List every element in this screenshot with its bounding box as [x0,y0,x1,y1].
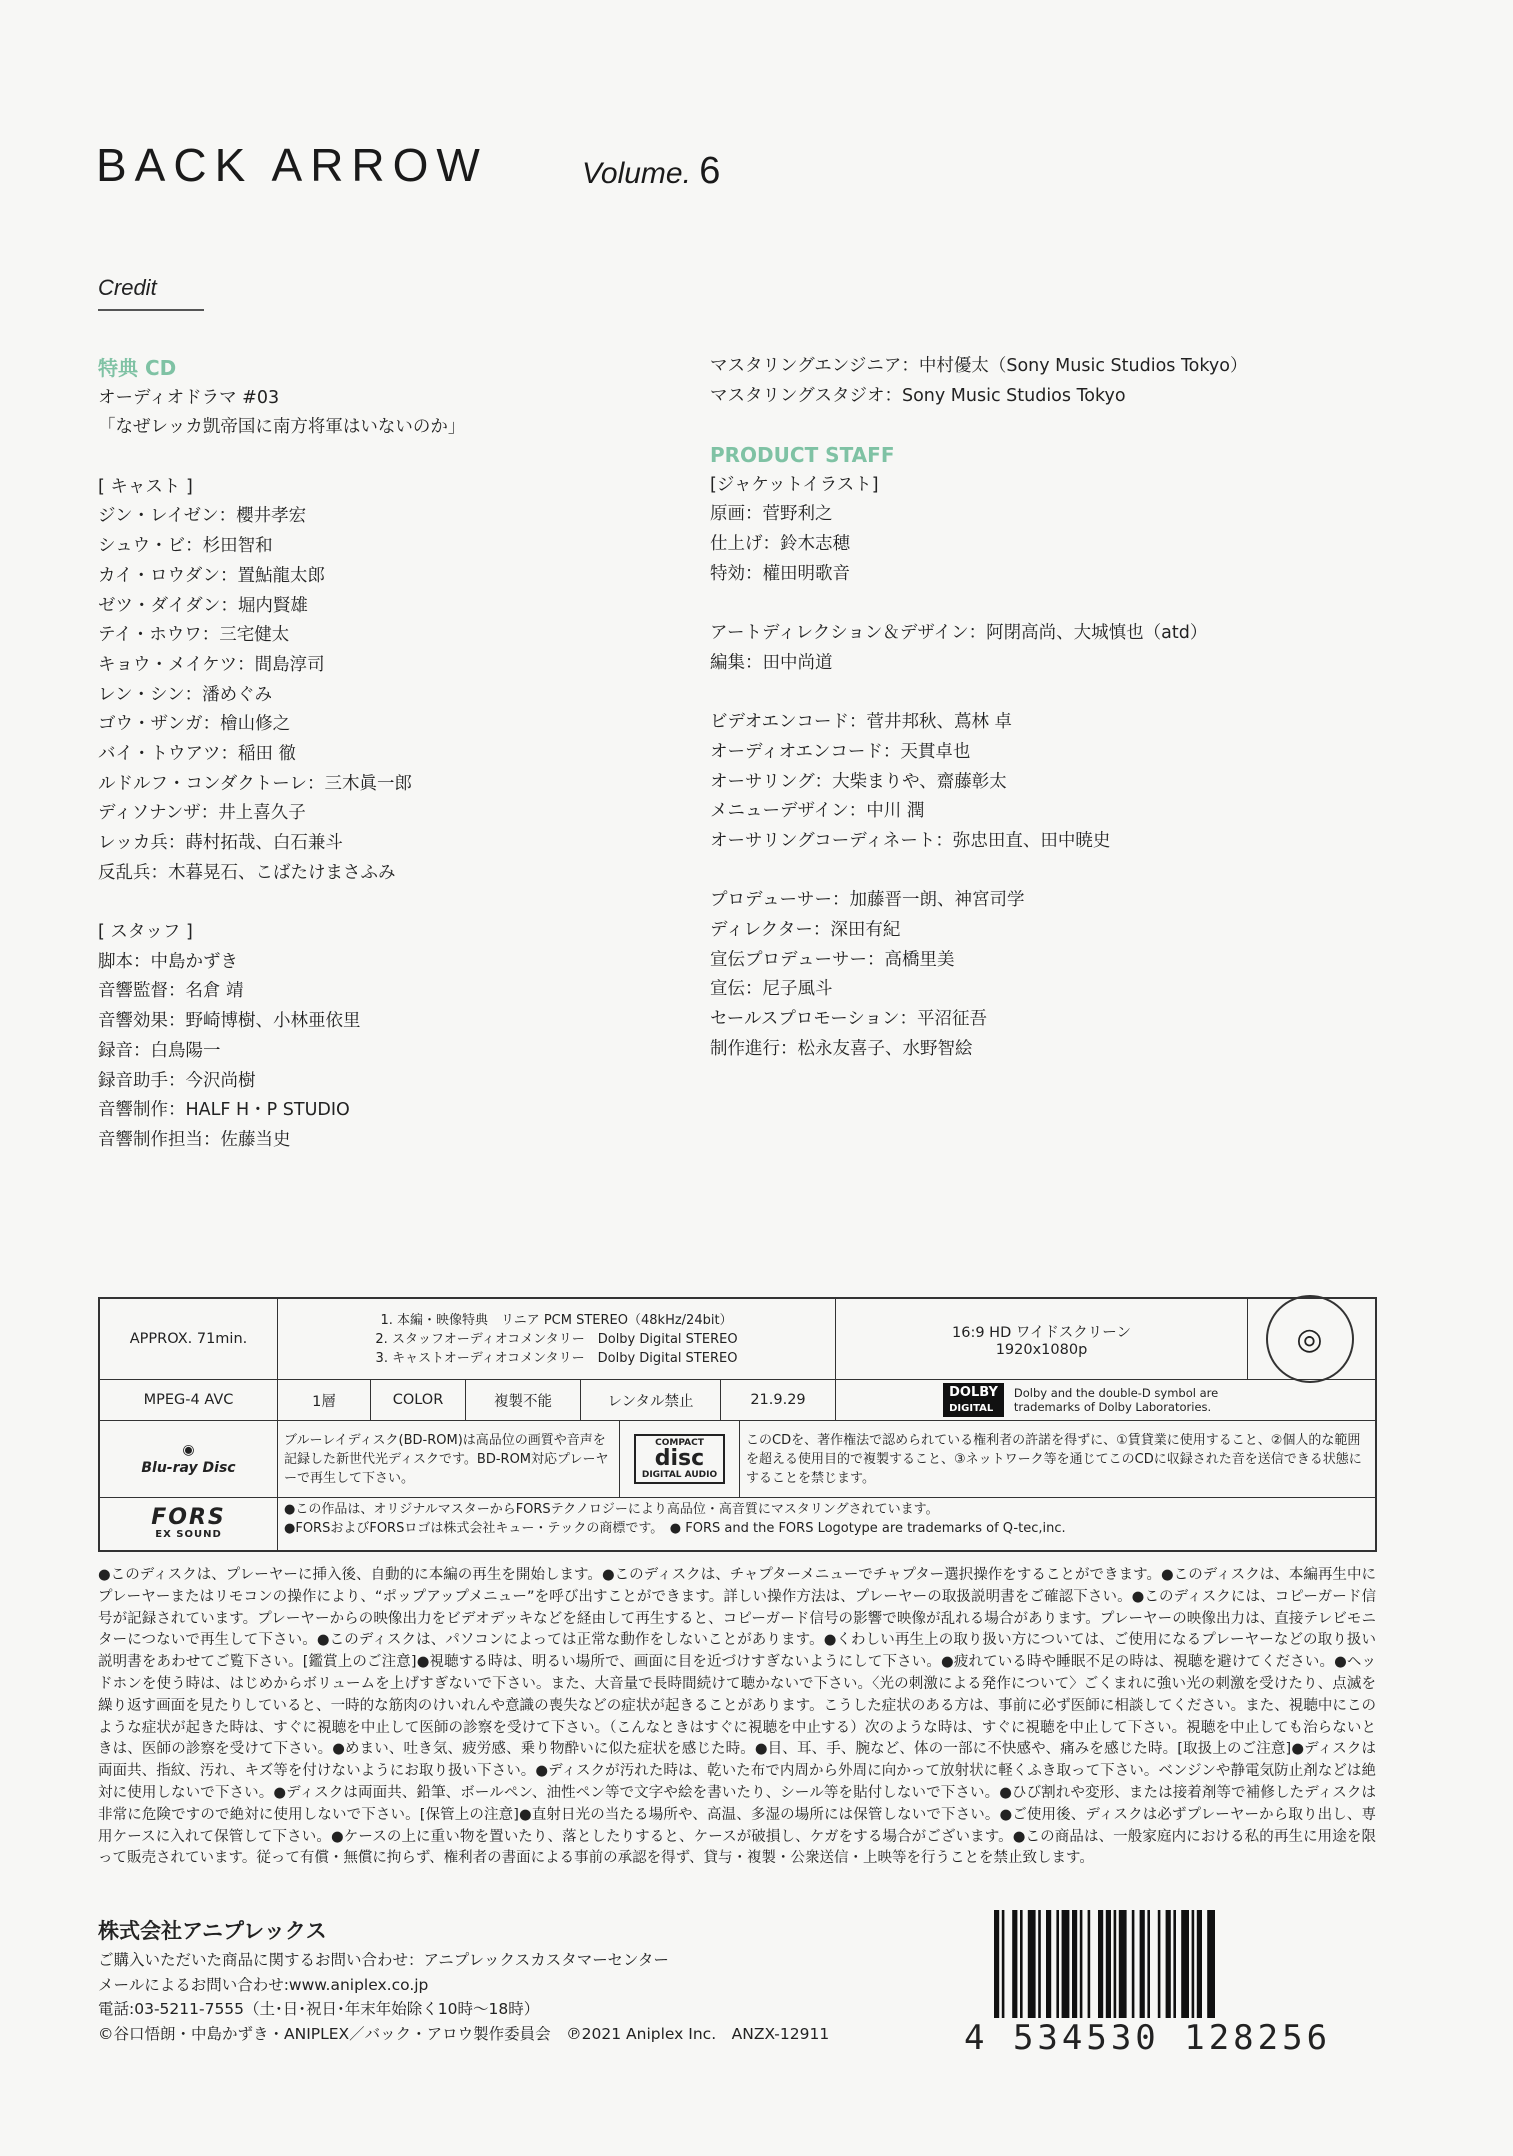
copyright-line: ©谷口悟朗・中島かずき・ANIPLEX／バック・アロウ製作委員会 ℗2021 Aniplex Inc. ANZX-12911 [98,2024,830,2043]
product-staff-heading: PRODUCT STAFF [710,443,895,468]
staff-heading: [ スタッフ ] [98,922,193,943]
bluray-logo-icon: ◉ Blu-ray Disc [141,1442,236,1476]
spec-row [100,1299,1375,1380]
credit-heading: Credit [98,275,157,300]
left-credits-column [98,354,465,1156]
layers-cell: 1層 [278,1380,371,1420]
credit-line: ディレクター：深田有紀 [710,920,901,941]
cast-line: ディソナンザ：井上喜久子 [98,803,306,824]
jacket-heading: [ジャケットイラスト] [710,474,879,495]
volume-label [582,150,720,193]
volume-number: 6 [699,150,721,192]
volume-prefix: Volume. [582,157,691,190]
dolby-note: Dolby and the double-D symbol are trademarks of Dolby Laboratories. [1013,1386,1219,1414]
seal-emblem-icon: ◎ [1266,1295,1354,1383]
cast-line: バイ・トウアツ：稲田 徹 [98,743,297,764]
spec-row [100,1380,1375,1421]
video-format-cell [836,1299,1248,1379]
cast-line: ルドルフ・コンダクトーレ：三木眞一郎 [98,773,412,794]
contact-line: 電話:03-5211-7555（土･日･祝日･年末年始除く10時〜18時） [98,2000,540,2018]
cast-line: キョウ・メイケツ：間島淳司 [98,654,325,675]
credit-line: メニューデザイン：中川 潤 [710,801,925,822]
cd-logo-cell [620,1421,740,1497]
company-name: 株式会社アニプレックス [98,1919,327,1943]
dolby-cell [836,1380,1371,1420]
rental-cell: レンタル禁止 [581,1380,721,1420]
cast-line: テイ・ホウワ：三宅健太 [98,625,290,646]
copy-cell: 複製不能 [466,1380,581,1420]
cast-line: ジン・レイゼン：櫻井孝宏 [98,506,307,527]
credit-line: プロデューサー：加藤晋一朗、神宮司学 [710,890,1025,911]
contact-info [98,1948,829,2046]
contact-line: ご購入いただいた商品に関するお問い合わせ：アニプレックスカスタマーセンター [98,1951,669,1969]
cast-line: シュウ・ビ：杉田智和 [98,536,273,557]
credit-line: オーディオドラマ #03 [98,387,280,408]
credit-line: セールスプロモーション：平沼征吾 [710,1009,988,1030]
cast-line: 反乱兵：木暮晃石、こばたけまさふみ [98,862,396,883]
cd-logo-main: disc [654,1446,705,1471]
audio-track: 3. キャストオーディオコメンタリー Dolby Digital STEREO [375,1350,738,1366]
credit-line: 仕上げ：鈴木志穂 [710,534,850,555]
seal-cell [1248,1299,1371,1379]
credit-line: 原画：菅野利之 [710,504,833,525]
color-cell: COLOR [371,1380,466,1420]
fors-logo-sub: EX SOUND [155,1529,222,1540]
staff-line: 音響制作担当：佐藤当史 [98,1129,291,1150]
staff-line: 録音助手：今沢尚樹 [98,1070,256,1091]
dolby-sub: DIGITAL [949,1403,994,1414]
credit-line: オーサリング：大柴まりや、齋藤彰太 [710,771,1007,792]
credit-line: ビデオエンコード：菅井邦秋、蔦林 卓 [710,712,1013,733]
credit-line: 宣伝：尼子風斗 [710,979,833,1000]
spec-table [98,1297,1377,1552]
staff-line: 脚本：中島かずき [98,951,238,972]
cast-line: レン・シン：潘めぐみ [98,684,273,705]
bluray-logo-text: Blu-ray Disc [141,1460,236,1476]
credit-line: オーディオエンコード：天貫卓也 [710,741,971,762]
date-cell: 21.9.29 [721,1380,836,1420]
cd-logo-bottom: DIGITAL AUDIO [641,1470,718,1480]
fors-logo-icon [151,1507,226,1541]
bonus-cd-heading: 特典 CD [98,356,177,380]
fors-logo-cell [100,1498,278,1550]
cast-line: カイ・ロウダン：置鮎龍太郎 [98,565,325,586]
video-resolution: 1920x1080p [995,1341,1088,1358]
audio-track: 2. スタッフオーディオコメンタリー Dolby Digital STEREO [375,1331,738,1347]
credit-line: マスタリングスタジオ：Sony Music Studios Tokyo [710,385,1126,406]
product-title: BACK ARROW [96,139,488,191]
codec-cell: MPEG-4 AVC [100,1380,278,1420]
staff-line: 録音：白鳥陽一 [98,1040,221,1061]
dolby-block [943,1383,1264,1417]
staff-line: 音響制作：HALF H・P STUDIO [98,1100,350,1121]
staff-line: 音響監督：名倉 靖 [98,981,244,1002]
cd-logo-top: COMPACT [655,1438,704,1448]
bluray-text: ブルーレイディスク(BD-ROM)は高品位の画質や音声を記録した新世代光ディスクです。BD-ROM対応プレーヤーで再生して下さい。 [278,1421,620,1497]
right-credits-column [710,352,1247,1065]
audio-tracks-cell [278,1299,836,1379]
fors-text: ●この作品は、オリジナルマスターからFORSテクノロジーにより高品位・高音質にマスタリングされています。 [284,1502,939,1517]
credit-line: アートディレクション＆デザイン：阿閉高尚、大城慎也（atd） [710,623,1208,644]
cd-copyright-text: このCDを、著作権法で認められている権利者の許諾を得ずに、①賃貸業に使用すること、②個人的な範囲を超える使用目的で複製すること、③ネットワーク等を通じてこのCDに収録された音を送信できる状態にすることを禁じます。 [746,1432,1362,1486]
credit-line: 編集：田中尚道 [710,652,833,673]
dolby-logo-icon [943,1383,1004,1417]
credit-underline [98,309,204,311]
credit-line: 宣伝プロデューサー：高橋里美 [710,949,955,970]
fors-text: ●FORSおよびFORSロゴは株式会社キュー・テックの商標です。 ● FORS and the FORS Logotype are trademarks of Q-tec,inc. [284,1521,1066,1536]
spec-row [100,1498,1375,1550]
video-format: 16:9 HD ワイドスクリーン [952,1324,1131,1341]
cast-line: ゼツ・ダイダン：堀内賢雄 [98,595,308,616]
barcode-number: 4 534530 128256 [964,2018,1384,2058]
compact-disc-logo-icon [634,1434,725,1484]
fors-logo-text: FORS [151,1505,226,1530]
runtime-cell: APPROX. 71min. [100,1299,278,1379]
credit-line: 特効：權田明歌音 [710,563,850,584]
bluray-logo-cell [100,1421,278,1497]
cast-line: ゴウ・ザンガ：檜山修之 [98,714,291,735]
credit-line: 「なぜレッカ凱帝国に南方将軍はいないのか」 [98,417,466,438]
spec-row [100,1421,1375,1498]
fors-text-cell [278,1498,1371,1550]
cast-line: レッカ兵：蒔村拓哉、白石兼斗 [98,833,343,853]
usage-notice: ●このディスクは、プレーヤーに挿入後、自動的に本編の再生を開始します。●このディスクは、チャプターメニューでチャプター選択操作をすることができます。●このディスクは、本編再生中にプレーヤーまたはリモコンの操作により、“ポップアップメニュー”を呼び出すことができます。詳しい操作方法は、プレーヤーの取扱説明書をご確認下さい。●このディスクには、コピーガード信号が記録されています。プレーヤーからの映像出力をビデオデッキなどを経由して再生すると、コピーガード信号の影響で映像が乱れる場合があります。プレーヤーの映像出力は、直接テレビモニターにつないで再生して下さい。●このディスクは、パソコンによっては正常な動作をしないことがあります。●くわしい再生上の取り扱い方については、ご使用になるプレーヤーなどの取り扱い説明書をあわせてご覧下さい。[鑑賞上のご注意]●視聴する時は、明るい場所で、画面に目を近づけすぎないようにして下さい。●疲れている時や睡眠不足の時は、視聴を避けてください。●ヘッドホンを使う時は、はじめからボリュームを上げすぎないで下さい。また、大音量で長時間続けて聴かないで下さい。〈光の刺激による発作について〉ごくまれに強い光の刺激を受けたり、点滅を繰り返す画面を見たりしていると、一時的な筋肉のけいれんや意識の喪失などの症状が起きることがあります。こうした症状のある方は、事前に必ず医師に相談してください。また、視聴中にこのような症状が起きた時は、すぐに視聴を中止して医師の診察を受けて下さい。（こんなときはすぐに視聴を中止する）次のような時は、すぐに視聴を中止して下さい。視聴を中止しても治らないときは、医師の診察を受けて下さい。●めまい、吐き気、疲労感、乗り物酔いに似た症状を感じた時。●目、耳、手、腕など、体の一部に不快感や、痛みを感じた時。[取扱上のご注意]●ディスクは両面共、指紋、汚れ、キズ等を付けないようにお取り扱い下さい。●ディスクが汚れた時は、乾いた布で内周から外周に向かって放射状に軽くふき取って下さい。ベンジンや静電気防止剤などは絶対に使用しないで下さい。●ディスクは両面共、鉛筆、ボールペン、油性ペン等で文字や絵を書いたり、シール等を貼付しないで下さい。●ひび割れや変形、または接着剤等で補修したディスクは非常に危険ですので絶対に使用しないで下さい。[保管上の注意]●直射日光の当たる場所や、高温、多湿の場所には保管しないで下さい。●ご使用後、ディスクは必ずプレーヤーから取り出し、専用ケースに入れて保管して下さい。●ケースの上に重い物を置いたり、落としたりすると、ケースが破損し、ケガをする場合がございます。●この商品は、一般家庭内における私的再生に用途を限って販売されています。従って有償・無償に拘らず、権利者の書面による事前の承認を得ず、貸与・複製・公衆送信・上映等を行うことを禁止致します。 [98,1567,1377,1867]
contact-line: メールによるお問い合わせ:www.aniplex.co.jp [98,1975,429,1994]
cast-heading: [ キャスト ] [98,476,193,497]
dolby-mark: DOLBY [949,1385,998,1400]
credit-line: マスタリングエンジニア：中村優太（Sony Music Studios Tokyo） [710,356,1248,376]
audio-track: 1. 本編・映像特典 リニア PCM STEREO（48kHz/24bit） [380,1312,733,1328]
credit-line: オーサリングコーディネート：弥忠田直、田中暁史 [710,831,1111,851]
staff-line: 音響効果：野崎博樹、小林亜依里 [98,1011,361,1032]
credit-line: 制作進行：松永友喜子、水野智絵 [710,1038,973,1059]
